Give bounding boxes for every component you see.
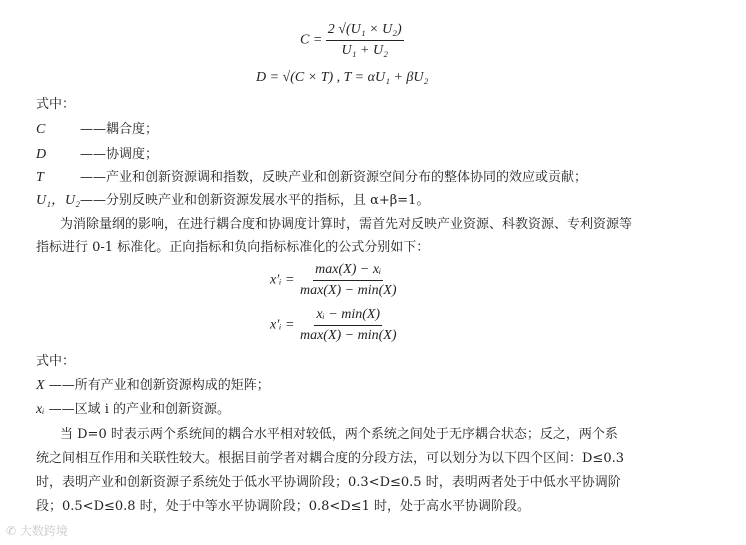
- where-label-1: 式中：: [36, 97, 76, 112]
- paragraph-1-line-2: 指标进行 0-1 标准化。正向指标和负向指标标准化的公式分别如下：: [36, 240, 430, 255]
- formula-c-numerator: 2 √(U₁ × U₂): [326, 22, 404, 41]
- formula-x2-numerator: xᵢ − min(X): [314, 307, 382, 326]
- definition-d-symbol: D: [36, 147, 47, 162]
- formula-c-lhs: C =: [300, 32, 323, 48]
- definition-xi: [36, 400, 230, 420]
- formula-negative-standardization: [270, 262, 398, 299]
- definition-t-symbol: T: [36, 170, 44, 185]
- definition-x-text: ——所有产业和创新资源构成的矩阵；: [48, 378, 270, 393]
- definition-d-text: ——协调度；: [80, 147, 159, 162]
- formula-x1-lhs: x′ᵢ =: [270, 272, 295, 288]
- definition-t: [36, 168, 587, 188]
- formula-c-denominator: U₁ + U₂: [341, 43, 388, 58]
- paragraph-1-line-1: 为消除量纲的影响，在进行耦合度和协调度计算时，需首先对反映产业资源、科教资源、专利资源等: [60, 217, 633, 232]
- definition-c-symbol: C: [36, 122, 46, 137]
- formula-x2-fraction: [298, 307, 399, 344]
- definition-x: [36, 376, 270, 396]
- definition-u: [36, 191, 429, 211]
- paragraph-2-line-4: 段；0.5<D≤0.8 时，处于中等水平协调阶段；0.8<D≤1 时，处于高水平协调阶段。: [36, 499, 530, 514]
- formula-x2-denominator: max(X) − min(X): [299, 328, 397, 343]
- formula-x2-lhs: x′ᵢ =: [270, 317, 295, 333]
- definition-t-text: ——产业和创新资源调和指数，反映产业和创新资源空间分布的整体协同的效应或贡献；: [80, 170, 588, 185]
- definition-u-symbol: U₁，U₂: [36, 193, 80, 208]
- formula-x1-fraction: [298, 262, 399, 299]
- paragraph-2-line-1: 当 D=0 时表示两个系统间的耦合水平相对较低，两个系统之间处于无序耦合状态；反之，两个系: [60, 427, 618, 442]
- definition-u-text: ——分别反映产业和创新资源发展水平的指标，且 α+β=1。: [79, 193, 430, 208]
- definition-c-text: ——耦合度；: [80, 122, 159, 137]
- paragraph-2-line-3: 时，表明产业和创新资源子系统处于低水平协调阶段；0.3<D≤0.5 时，表明两者处于中低水平协调阶: [36, 475, 621, 490]
- definition-c: [36, 120, 158, 140]
- formula-x1-numerator: max(X) − xᵢ: [313, 262, 383, 281]
- definition-xi-text: ——区域 i 的产业和创新资源。: [48, 402, 231, 417]
- definition-xi-symbol: xᵢ: [36, 402, 45, 417]
- definition-x-symbol: X: [36, 378, 45, 393]
- formula-positive-standardization: [270, 307, 398, 344]
- formula-coupling: [300, 22, 404, 59]
- watermark: [6, 522, 68, 539]
- definition-d: [36, 145, 158, 165]
- watermark-logo-icon: ✆: [6, 524, 17, 538]
- formula-x1-denominator: max(X) − min(X): [299, 283, 397, 298]
- formula-c-fraction: [326, 22, 404, 59]
- paragraph-2-line-2: 统之间相互作用和关联性较大。根据目前学者对耦合度的分段方法，可以划分为以下四个区间：D≤0.3: [36, 451, 624, 466]
- where-label-2: 式中：: [36, 354, 76, 369]
- formula-coordination: D = √(C × T) , T = αU₁ + βU₂: [256, 70, 429, 85]
- watermark-text: 大数跨境: [19, 524, 68, 538]
